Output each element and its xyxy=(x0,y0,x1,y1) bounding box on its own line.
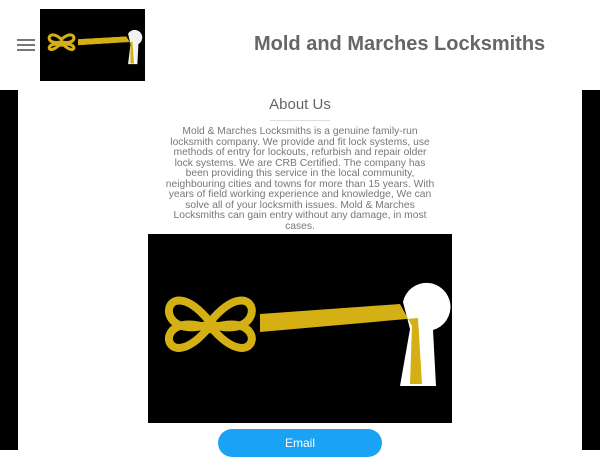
email-button[interactable]: Email xyxy=(218,429,382,457)
key-logo-icon xyxy=(40,9,145,81)
section-heading: About Us xyxy=(269,96,331,113)
hamburger-menu-icon[interactable] xyxy=(17,39,35,51)
about-text: Mold & Marches Locksmiths is a genuine family-run locksmith company. We provide and fit lock systems, use methods of entry for lockouts, refurbish and repair older lock systems. We are CRB Certified. The company has been providing this service in the local community, neighbouring cities and towns for more than 15 years. With years of field working experience and knowledge, We can solve all of your locksmith issues. Mold & Marches Locksmiths can gain entry without any damage, in most cases. xyxy=(165,126,435,232)
site-title: Mold and Marches Locksmiths xyxy=(254,33,546,55)
right-border xyxy=(582,90,600,450)
key-image-icon xyxy=(148,234,452,423)
logo[interactable] xyxy=(40,9,145,81)
header xyxy=(0,0,600,90)
heading-divider xyxy=(270,120,330,121)
key-logo-image xyxy=(148,234,452,423)
left-border xyxy=(0,90,18,450)
